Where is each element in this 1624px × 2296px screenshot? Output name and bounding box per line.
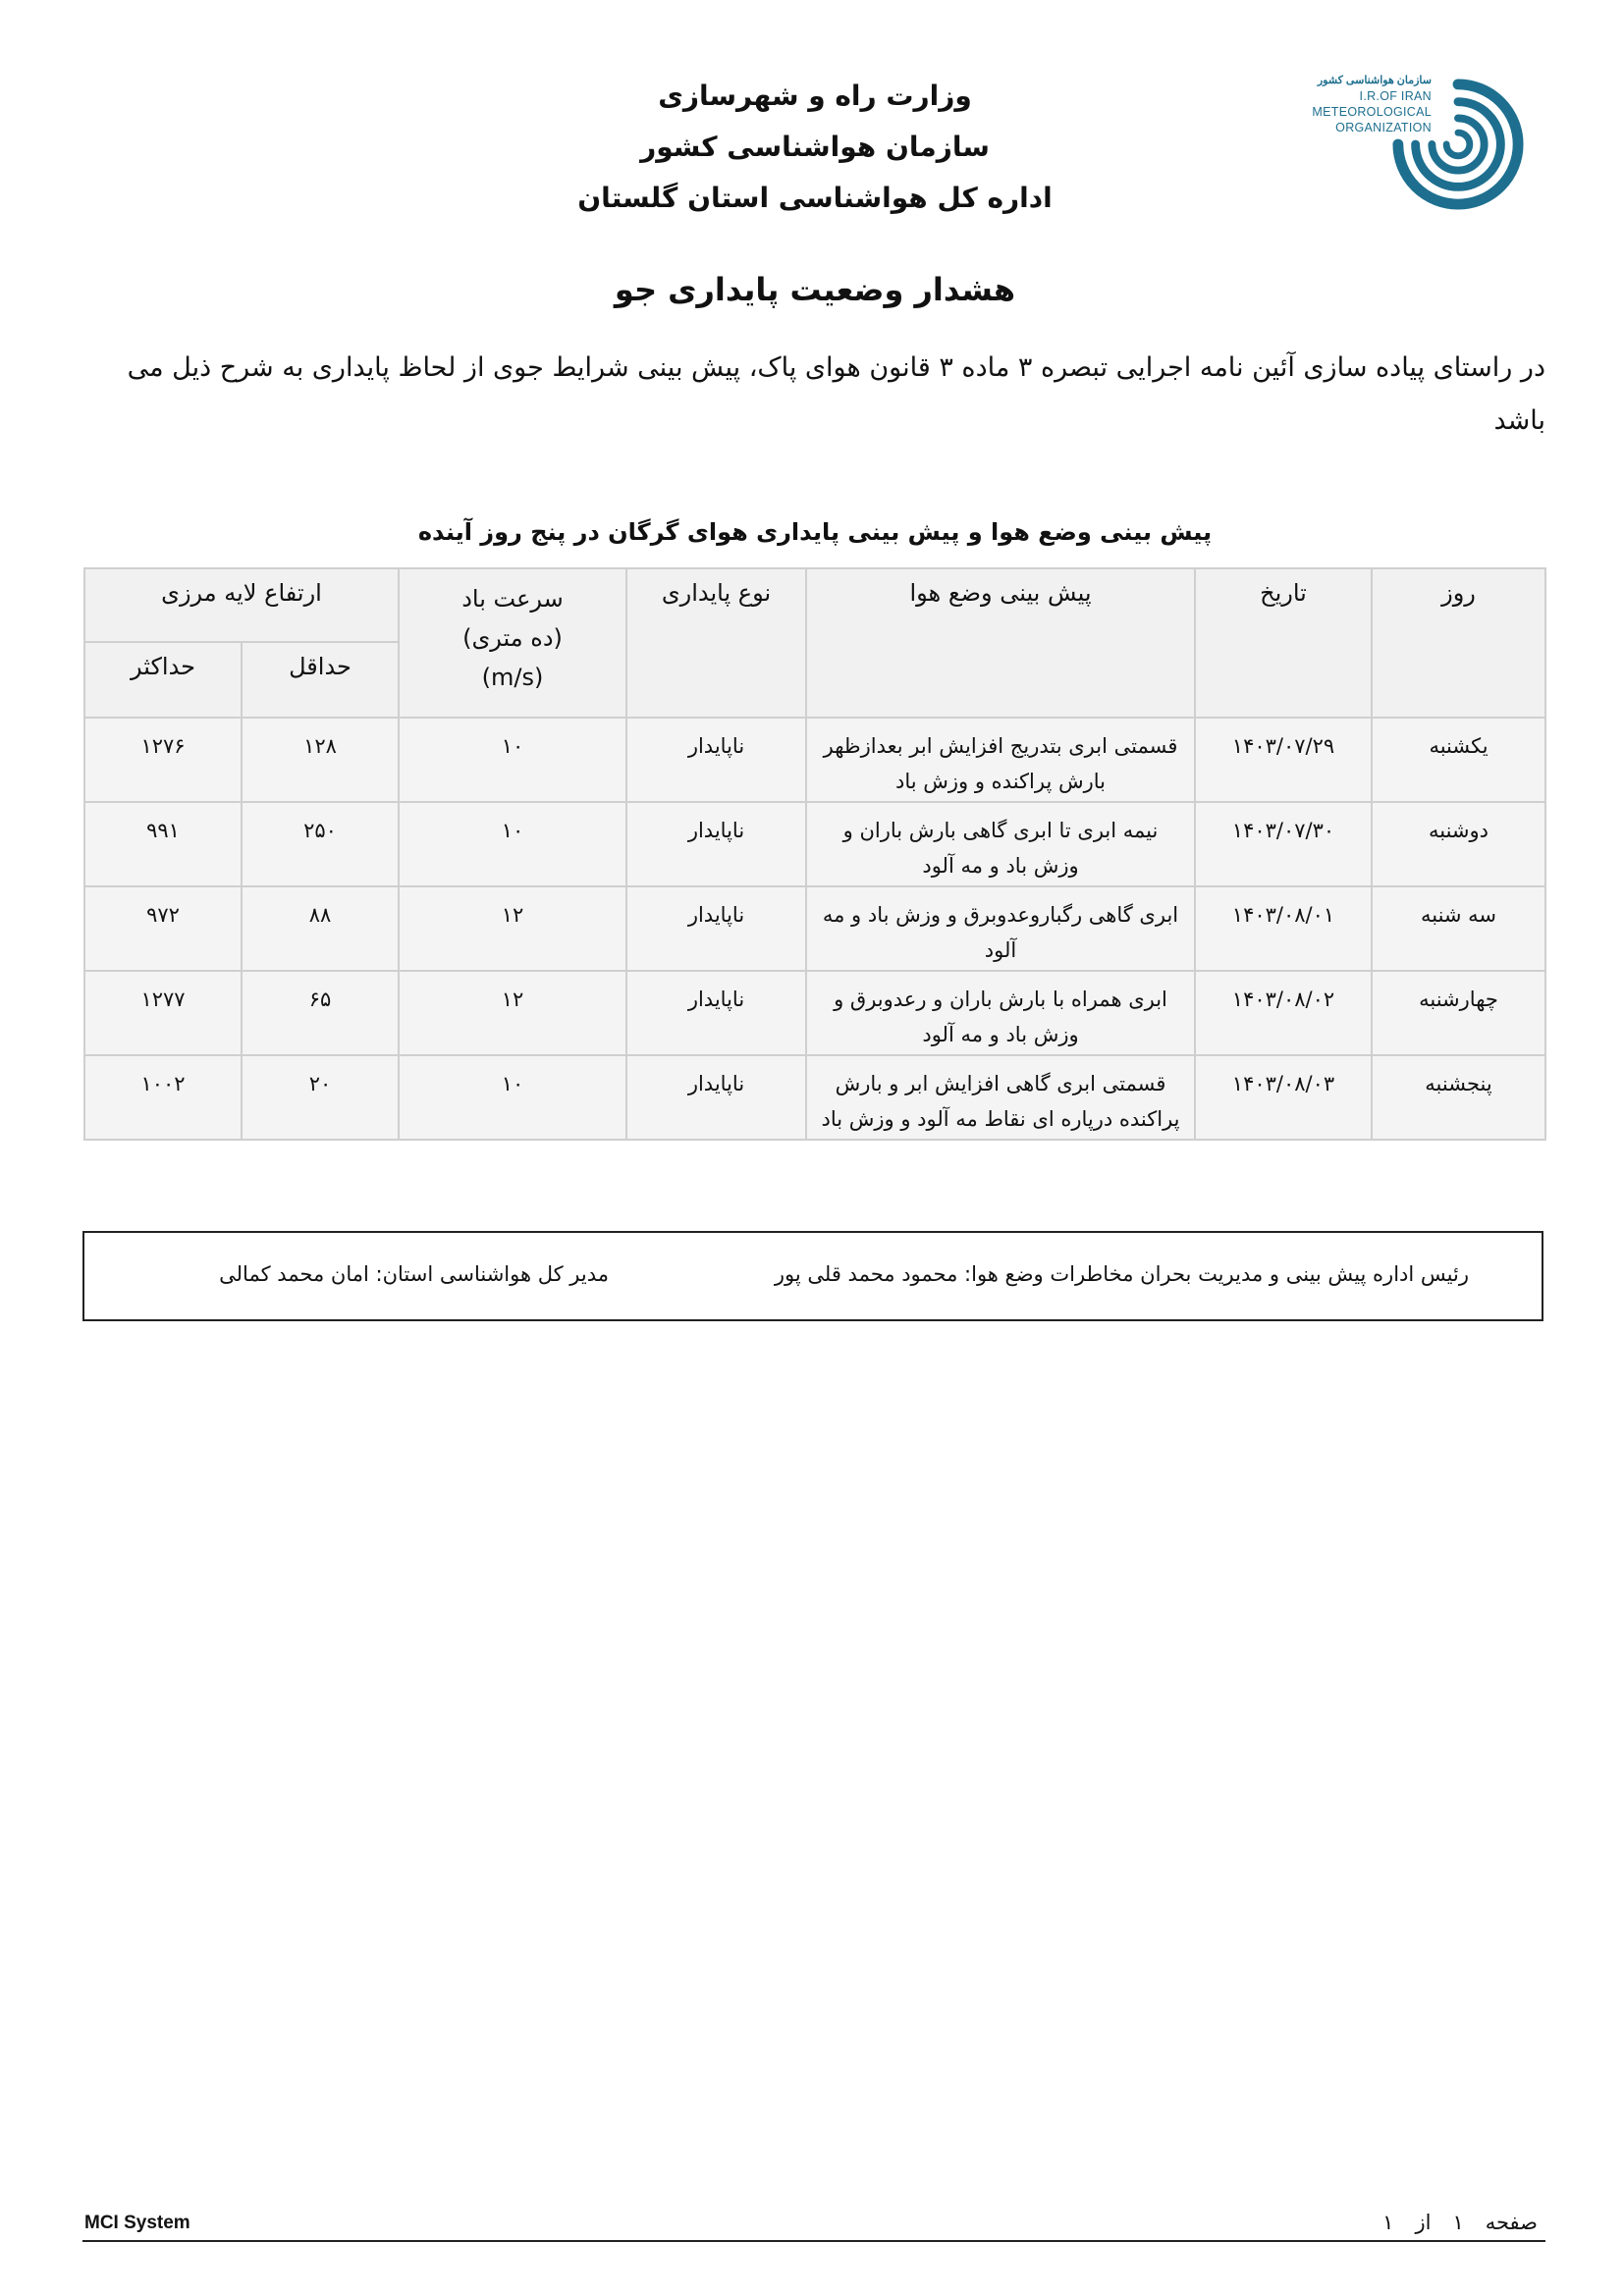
system-label: MCI System xyxy=(84,2213,190,2233)
page-current: ۱ xyxy=(1452,2211,1464,2234)
footer-divider xyxy=(82,2240,1545,2242)
cell-day: سه شنبه xyxy=(1372,886,1545,971)
header-max: حداکثر xyxy=(84,642,242,718)
table-title: پیش بینی وضع هوا و پیش بینی پایداری هوای گرگان در پنج روز آینده xyxy=(417,518,1213,546)
cell-max: ۱۲۷۷ xyxy=(84,971,242,1055)
cell-wind: ۱۲ xyxy=(399,886,626,971)
cell-wind: ۱۲ xyxy=(399,971,626,1055)
ministry-name: وزارت راه و شهرسازی xyxy=(658,80,972,112)
director-name: امان محمد کمالی xyxy=(219,1262,369,1286)
table-row xyxy=(84,1055,1545,1140)
forecast-table xyxy=(83,567,1546,1141)
cell-forecast: ابری گاهی رگباروعدوبرق و وزش باد و مه آلود xyxy=(806,886,1195,971)
cell-min: ۶۵ xyxy=(242,971,399,1055)
cell-min: ۲۵۰ xyxy=(242,802,399,886)
logo-text-fa: سازمان هواشناسی کشور xyxy=(1317,75,1432,86)
cell-date: ۱۴۰۳/۰۸/۰۱ xyxy=(1195,886,1372,971)
cell-date: ۱۴۰۳/۰۸/۰۳ xyxy=(1195,1055,1372,1140)
cell-forecast: قسمتی ابری بتدریج افزایش ابر بعدازظهر بارش پراکنده و وزش باد xyxy=(806,718,1195,802)
table-row xyxy=(84,886,1545,971)
cell-min: ۲۰ xyxy=(242,1055,399,1140)
cell-day: پنجشنبه xyxy=(1372,1055,1545,1140)
cell-max: ۹۷۲ xyxy=(84,886,242,971)
cell-stability: ناپایدار xyxy=(626,1055,806,1140)
header-day: روز xyxy=(1372,568,1545,718)
department-name: اداره کل هواشناسی استان گلستان xyxy=(577,182,1053,214)
cell-forecast: ابری همراه با بارش باران و رعدوبرق و وزش باد و مه آلود xyxy=(806,971,1195,1055)
logo-text-en-2: METEOROLOGICAL xyxy=(1312,105,1432,119)
cell-stability: ناپایدار xyxy=(626,971,806,1055)
cell-min: ۱۲۸ xyxy=(242,718,399,802)
cell-wind: ۱۰ xyxy=(399,802,626,886)
cell-stability: ناپایدار xyxy=(626,718,806,802)
logo-text-en-3: ORGANIZATION xyxy=(1335,121,1432,134)
cell-day: چهارشنبه xyxy=(1372,971,1545,1055)
cell-wind: ۱۰ xyxy=(399,1055,626,1140)
document-title: هشدار وضعیت پایداری جو xyxy=(614,271,1016,308)
page-of: از xyxy=(1415,2211,1432,2234)
header-boundary-layer: ارتفاع لایه مرزی xyxy=(84,568,399,642)
spiral-logo-icon xyxy=(1390,77,1526,212)
cell-max: ۹۹۱ xyxy=(84,802,242,886)
logo-text-en-1: I.R.OF IRAN xyxy=(1359,89,1432,103)
organization-name: سازمان هواشناسی کشور xyxy=(640,131,990,163)
cell-max: ۱۲۷۶ xyxy=(84,718,242,802)
cell-date: ۱۴۰۳/۰۷/۲۹ xyxy=(1195,718,1372,802)
cell-forecast: نیمه ابری تا ابری گاهی بارش باران و وزش باد و مه آلود xyxy=(806,802,1195,886)
cell-min: ۸۸ xyxy=(242,886,399,971)
director-role: مدیر کل هواشناسی استان: xyxy=(375,1262,609,1286)
header-min: حداقل xyxy=(242,642,399,718)
meteorological-organization-logo xyxy=(1294,67,1530,234)
cell-date: ۱۴۰۳/۰۸/۰۲ xyxy=(1195,971,1372,1055)
header-wind-speed xyxy=(399,568,626,718)
cell-forecast: قسمتی ابری گاهی افزایش ابر و بارش پراکنده درپاره ای نقاط مه آلود و وزش باد xyxy=(806,1055,1195,1140)
cell-date: ۱۴۰۳/۰۷/۳۰ xyxy=(1195,802,1372,886)
cell-wind: ۱۰ xyxy=(399,718,626,802)
cell-max: ۱۰۰۲ xyxy=(84,1055,242,1140)
forecast-head-name: محمود محمد قلی پور xyxy=(774,1262,958,1286)
director-signature xyxy=(219,1262,609,1286)
header-wind-line-2: (ده متری) xyxy=(462,624,563,652)
page-number xyxy=(1365,2211,1538,2234)
cell-stability: ناپایدار xyxy=(626,802,806,886)
forecast-head-role: رئیس اداره پیش بینی و مدیریت بحران مخاطرات وضع هوا: xyxy=(964,1262,1469,1286)
intro-paragraph: در راستای پیاده سازی آئین نامه اجرایی تبصره ۳ ماده ۳ قانون هوای پاک، پیش بینی شرایط جوی از لحاظ پایداری به شرح ذیل می باشد xyxy=(127,352,1545,436)
cell-day: یکشنبه xyxy=(1372,718,1545,802)
cell-stability: ناپایدار xyxy=(626,886,806,971)
table-row xyxy=(84,718,1545,802)
page-word: صفحه xyxy=(1485,2211,1538,2234)
forecast-head-signature xyxy=(775,1262,1469,1286)
header-wind-line-1: سرعت باد xyxy=(461,585,564,613)
table-row xyxy=(84,971,1545,1055)
header-forecast: پیش بینی وضع هوا xyxy=(806,568,1195,718)
page-total: ۱ xyxy=(1382,2211,1394,2234)
header-wind-line-3: (m/s) xyxy=(481,664,544,691)
header-stability: نوع پایداری xyxy=(626,568,806,718)
header-date: تاریخ xyxy=(1195,568,1372,718)
table-row xyxy=(84,802,1545,886)
cell-day: دوشنبه xyxy=(1372,802,1545,886)
org-header xyxy=(393,71,1237,224)
signature-box xyxy=(82,1231,1543,1321)
